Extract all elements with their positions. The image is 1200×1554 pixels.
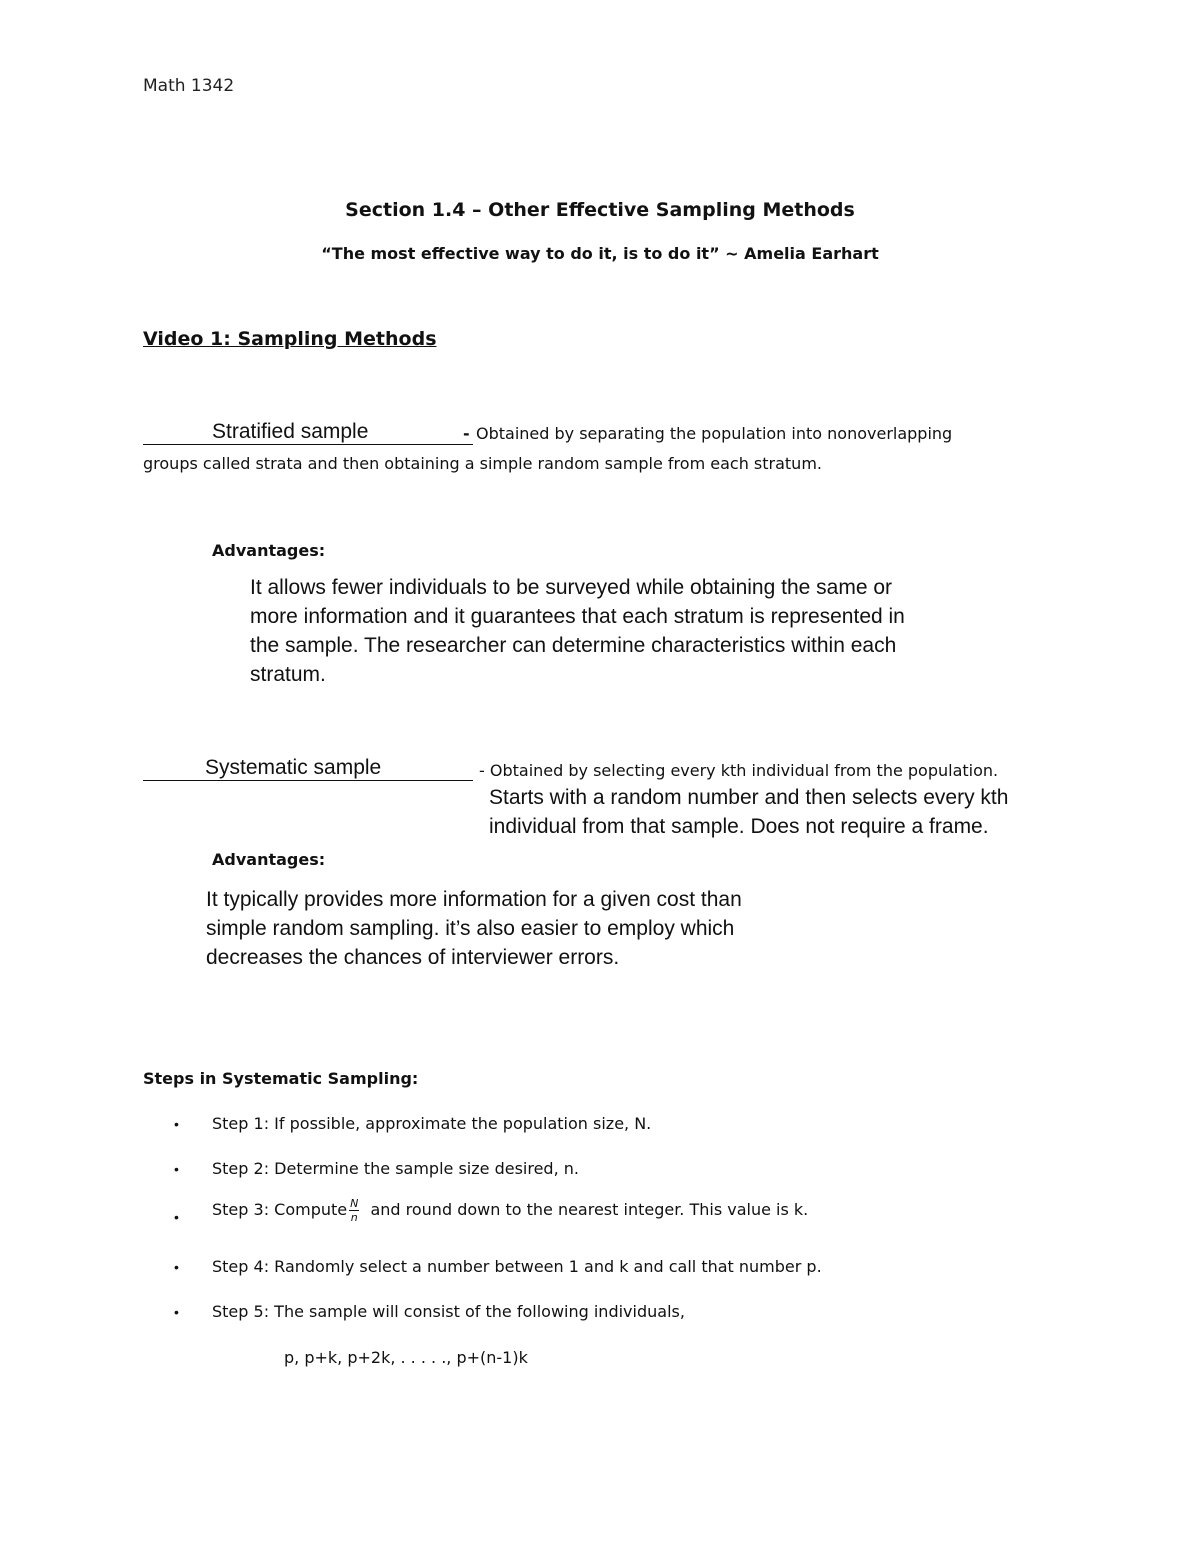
step-label: Step 1: (212, 1114, 270, 1133)
systematic-advantages-text: It typically provides more information for a given cost than simple random sampling. it’s also easier to employ which decreases the chances of interviewer errors. (206, 888, 742, 969)
step-label: Step 3: (212, 1200, 270, 1219)
step-bullet: • (174, 1209, 179, 1225)
quote: “The most effective way to do it, is to do it” ~ Amelia Earhart (321, 244, 879, 263)
step-2 (212, 1159, 579, 1178)
course-header: Math 1342 (143, 76, 235, 96)
step-text: Randomly select a number between 1 and k and call that number p. (269, 1257, 822, 1276)
video-heading: Video 1: Sampling Methods (143, 328, 437, 350)
fraction-numerator: N (350, 1197, 359, 1210)
step-text: Compute (269, 1200, 348, 1219)
stratified-advantages-text: It allows fewer individuals to be surveyed while obtaining the same or more information and it guarantees that each stratum is represented in the sample. The researcher can determine characteristics within each stratum. (250, 576, 905, 686)
step-label: Step 5: (212, 1302, 270, 1321)
step-4 (212, 1257, 822, 1276)
stratified-definition-line2: groups called strata and then obtaining a simple random sample from each stratum. (143, 454, 822, 473)
stratified-answer: Stratified sample (212, 420, 369, 443)
step-3 (212, 1197, 808, 1224)
steps-heading: Steps in Systematic Sampling: (143, 1069, 419, 1088)
systematic-blank-line (143, 780, 473, 781)
step-bullet: • (174, 1161, 179, 1177)
fraction-denominator: n (350, 1211, 358, 1224)
section-title: Section 1.4 – Other Effective Sampling Methods (345, 199, 855, 221)
fraction-n-over-n (349, 1197, 359, 1224)
step-bullet: • (174, 1116, 179, 1132)
stratified-definition-line1: Obtained by separating the population into nonoverlapping (476, 424, 953, 443)
step-text: The sample will consist of the following individuals, (269, 1302, 685, 1321)
stratified-blank-line (143, 444, 473, 445)
systematic-definition: - Obtained by selecting every kth individual from the population. (479, 761, 999, 780)
stratified-dash: - (463, 424, 470, 443)
step-text: If possible, approximate the population size, N. (269, 1114, 652, 1133)
step-text: and round down to the nearest integer. This value is k. (365, 1200, 809, 1219)
stratified-advantages-label: Advantages: (212, 541, 326, 560)
step-bullet: • (174, 1304, 179, 1320)
step-1 (212, 1114, 651, 1133)
step-5 (212, 1302, 685, 1321)
systematic-advantages-label: Advantages: (212, 850, 326, 869)
step-label: Step 4: (212, 1257, 270, 1276)
sample-sequence: p, p+k, p+2k, . . . . ., p+(n-1)k (284, 1348, 528, 1367)
step-label: Step 2: (212, 1159, 270, 1178)
systematic-handwritten-note: Starts with a random number and then selects every kth individual from that sample. Does not require a frame. (489, 786, 1009, 838)
systematic-answer: Systematic sample (205, 756, 382, 779)
step-bullet: • (174, 1259, 179, 1275)
step-text: Determine the sample size desired, n. (269, 1159, 579, 1178)
